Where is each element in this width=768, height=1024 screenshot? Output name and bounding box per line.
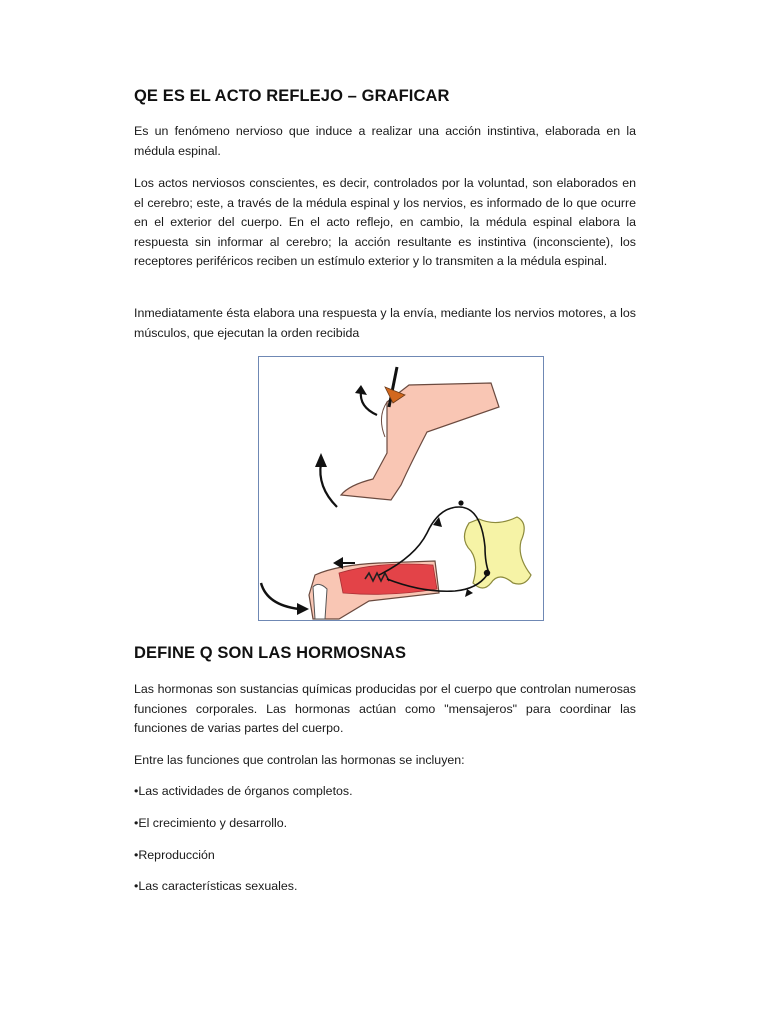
section-title-reflex: QE ES EL ACTO REFLEJO – GRAFICAR	[134, 87, 450, 105]
arrow-sensory-head	[433, 517, 442, 527]
arrow-motor-head	[465, 589, 473, 597]
list-item: •Las actividades de órganos completos.	[134, 784, 353, 798]
knee-outline	[381, 402, 387, 437]
bone-shape	[313, 584, 327, 619]
paragraph-hormones-functions: Entre las funciones que controlan las hormonas se incluyen:	[134, 753, 465, 767]
ganglion-dot	[458, 500, 463, 505]
paragraph-response: Inmediatamente ésta elabora una respuesta y la envía, mediante los nervios motores, a los músculos, que ejecutan la orden recibida	[134, 306, 636, 340]
arrow-foot-head	[315, 453, 327, 467]
arrow-leg-curve	[261, 583, 299, 609]
reflex-arc-drawing	[259, 357, 543, 620]
arrow-knee-head	[355, 385, 367, 395]
list-item: •Las características sexuales.	[134, 879, 298, 893]
spinal-cord-shape	[464, 517, 531, 588]
arrow-foot-curve	[320, 463, 337, 507]
arrow-knee-curve	[361, 391, 377, 415]
section-title-hormones: DEFINE Q SON LAS HORMOSNAS	[134, 644, 407, 662]
paragraph-hormones-definition: Las hormonas son sustancias químicas producidas por el cuerpo que controlan numerosas funciones corporales. Las hormonas actúan como "mensajeros" para coordinar las funciones de varias partes del cuerpo.	[134, 682, 636, 736]
leg-shape	[341, 383, 499, 500]
synapse-dot	[484, 570, 490, 576]
paragraph-conscious-acts: Los actos nerviosos conscientes, es decir, controlados por la voluntad, son elaborados en el cerebro; este, a través de la médula espinal y los nervios, es informado de lo que ocurre en el exterior del cuerpo. En el acto reflejo, en cambio, la médula espinal elabora la respuesta sin informar al cerebro; la acción resultante es instintiva (inconsciente), los receptores periféricos reciben un estímulo exterior y lo transmiten a la médula espinal.	[134, 176, 636, 269]
paragraph-reflex-definition: Es un fenómeno nervioso que induce a realizar una acción instintiva, elaborada en la médula espinal.	[134, 124, 636, 158]
reflex-arc-illustration	[258, 356, 544, 621]
arrow-leg-head	[297, 603, 309, 615]
list-item: •Reproducción	[134, 848, 215, 862]
list-item: •El crecimiento y desarrollo.	[134, 816, 288, 830]
